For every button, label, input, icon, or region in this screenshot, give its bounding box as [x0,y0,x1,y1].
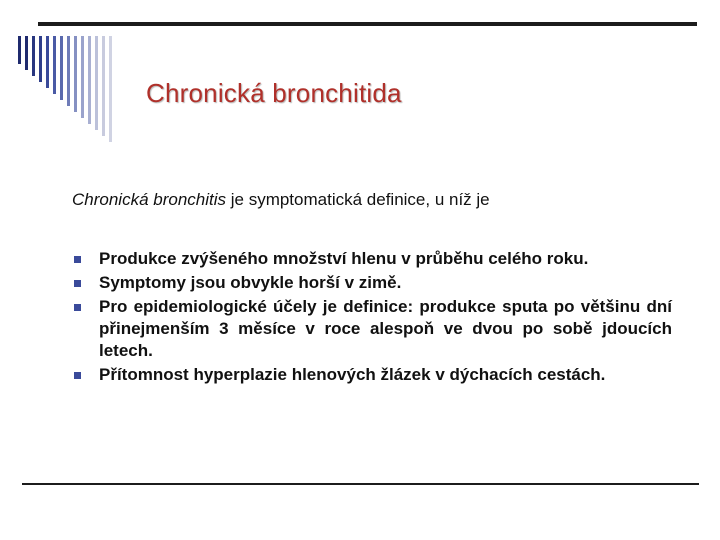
slide-title: Chronická bronchitida [146,78,402,108]
decor-bar [18,36,21,64]
decor-bar [46,36,49,88]
bullet-item [72,272,672,294]
bullet-item [72,364,672,386]
intro-text: je symptomatická definice, u níž je [226,190,490,209]
bullet-item [72,248,672,270]
decor-bar [88,36,91,124]
decor-bar [39,36,42,82]
decor-bar [67,36,70,106]
square-bullet-icon [74,304,81,311]
top-divider-line [38,22,697,26]
bullet-text: Přítomnost hyperplazie hlenových žlázek v dýchacích cestách. [99,365,606,384]
decor-bar [53,36,56,94]
decor-bar [60,36,63,100]
decor-bar [109,36,112,142]
bullet-text: Symptomy jsou obvykle horší v zimě. [99,273,402,292]
decor-bar [81,36,84,118]
decor-bar [102,36,105,136]
bullet-text: Produkce zvýšeného množství hlenu v průběhu celého roku. [99,249,589,268]
intro-paragraph [72,190,490,210]
square-bullet-icon [74,256,81,263]
square-bullet-icon [74,372,81,379]
square-bullet-icon [74,280,81,287]
decorative-bars-graphic [14,36,124,146]
decor-bar [25,36,28,70]
bullet-list [72,248,672,388]
bullet-item [72,296,672,362]
bottom-divider-line [22,483,699,485]
decor-bar [74,36,77,112]
decor-bar [32,36,35,76]
intro-term: Chronická bronchitis [72,190,227,209]
decor-bar [95,36,98,130]
bullet-text: Pro epidemiologické účely je definice: produkce sputa po většinu dní přinejmenším 3 měsíce v roce alespoň ve dvou po sobě jdoucích letech. [99,297,672,360]
